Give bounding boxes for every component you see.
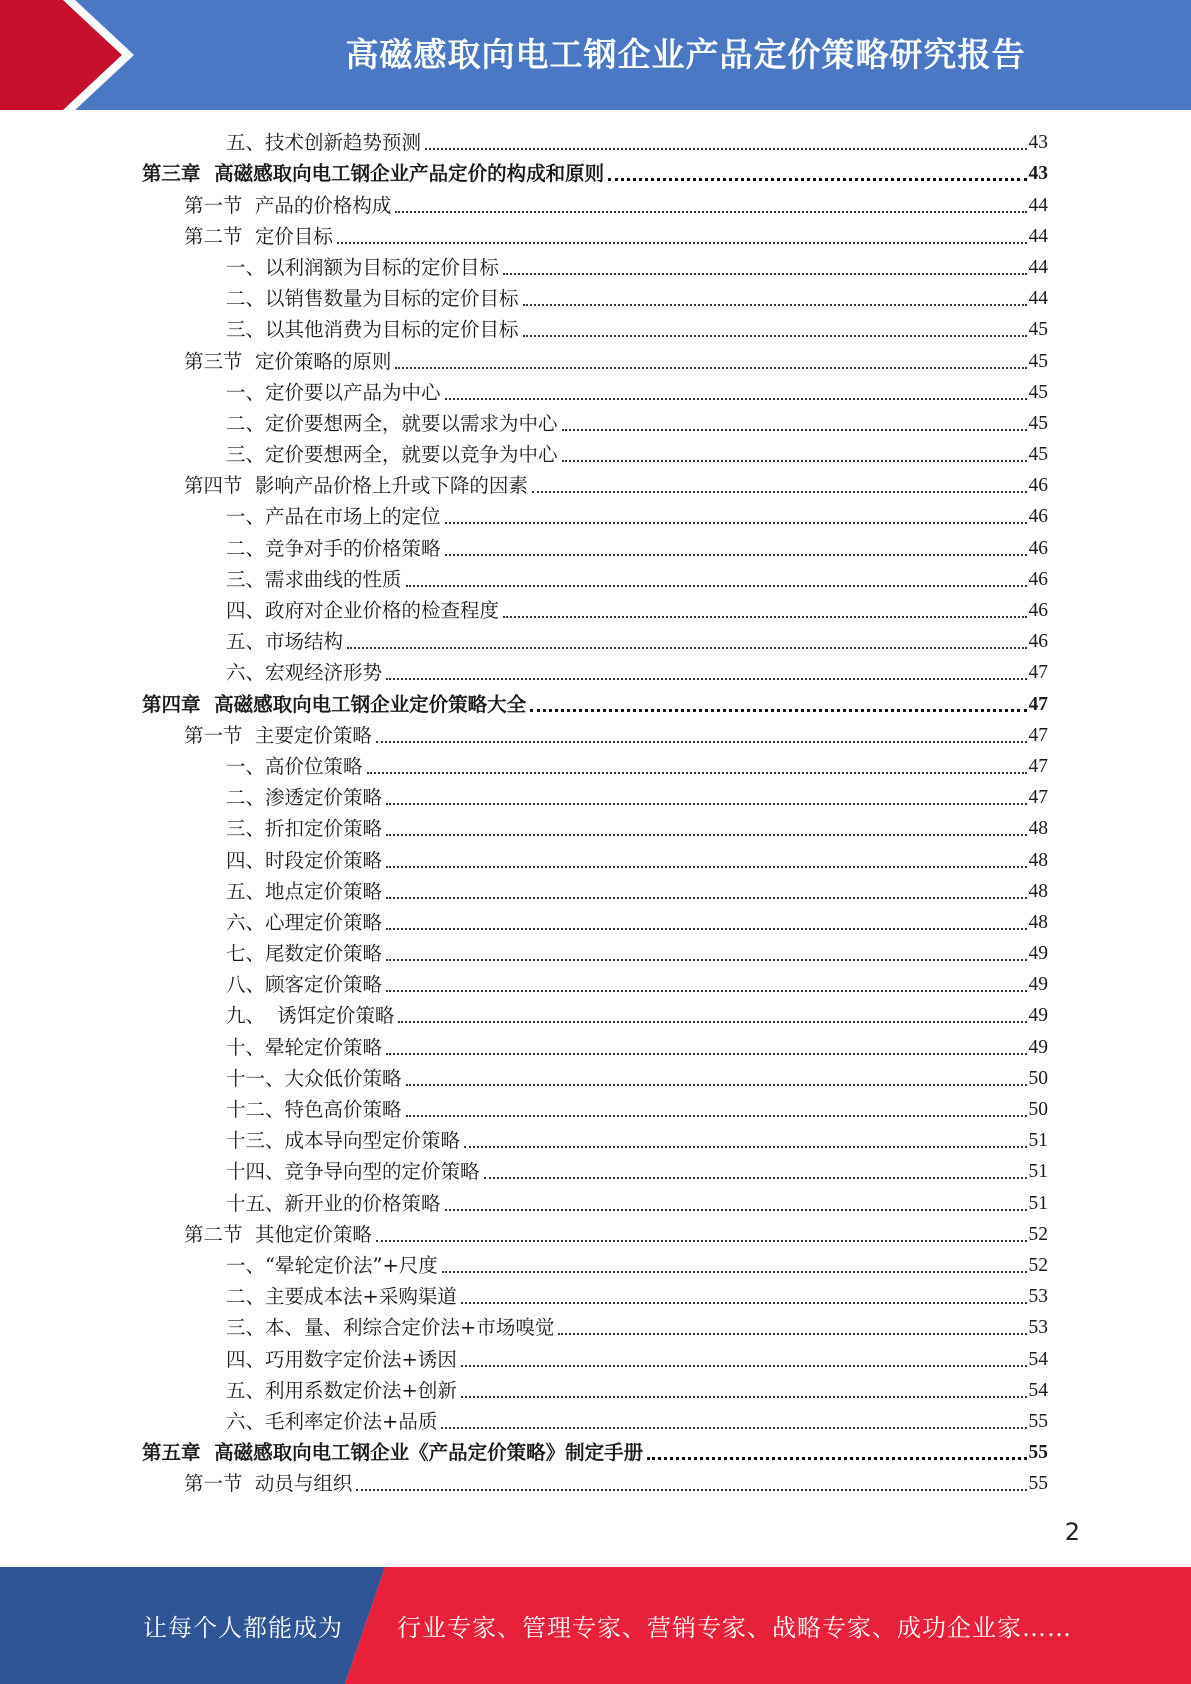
toc-entry-title: 四、时段定价策略 <box>226 848 383 872</box>
toc-item-entry[interactable] <box>142 1000 1048 1031</box>
toc-entry-title: 九、 诱饵定价策略 <box>226 1004 395 1028</box>
toc-section-entry[interactable] <box>142 1219 1048 1250</box>
toc-item-entry[interactable] <box>142 751 1048 782</box>
toc-dot-leader <box>398 1020 1026 1023</box>
toc-item-entry[interactable] <box>142 377 1048 408</box>
toc-page-number: 45 <box>1028 350 1048 372</box>
toc-page-number: 51 <box>1028 1192 1048 1214</box>
toc-page-number: 43 <box>1028 132 1048 154</box>
toc-item-entry[interactable] <box>142 1281 1048 1312</box>
toc-dot-leader <box>386 833 1026 836</box>
toc-entry-title: 五、地点定价策略 <box>226 879 383 903</box>
toc-chapter-entry[interactable] <box>142 1437 1048 1468</box>
toc-dot-leader <box>461 1395 1027 1398</box>
toc-item-entry[interactable] <box>142 1063 1048 1094</box>
toc-entry-title: 十四、竞争导向型的定价策略 <box>226 1160 480 1184</box>
toc-dot-leader <box>406 1083 1027 1086</box>
toc-item-entry[interactable] <box>142 782 1048 813</box>
toc-entry-title: 五、市场结构 <box>226 630 344 654</box>
toc-item-entry[interactable] <box>142 938 1048 969</box>
toc-page-number: 49 <box>1028 943 1048 965</box>
toc-entry-title: 三、定价要想两全，就要以竞争为中心 <box>226 443 558 467</box>
toc-entry-title: 八、顾客定价策略 <box>226 973 383 997</box>
toc-dot-leader <box>425 147 1026 150</box>
toc-dot-leader <box>367 771 1027 774</box>
toc-dot-leader <box>406 584 1027 587</box>
toc-page-number: 50 <box>1028 1099 1048 1120</box>
toc-entry-title: 六、宏观经济形势 <box>226 661 383 685</box>
toc-page-number: 45 <box>1028 444 1048 466</box>
toc-item-entry[interactable] <box>142 127 1048 158</box>
toc-page-number: 46 <box>1028 600 1048 621</box>
toc-dot-leader <box>523 303 1027 306</box>
toc-item-entry[interactable] <box>142 876 1048 907</box>
toc-page-number: 48 <box>1028 849 1048 871</box>
toc-dot-leader <box>376 740 1027 743</box>
toc-dot-leader <box>406 1114 1027 1117</box>
toc-entry-title: 十三、成本导向型定价策略 <box>226 1129 461 1153</box>
toc-dot-leader <box>347 646 1026 649</box>
toc-page-number: 55 <box>1028 1410 1048 1432</box>
toc-page-number: 48 <box>1028 818 1048 840</box>
toc-dot-leader <box>386 927 1026 930</box>
toc-entry-title: 二、主要成本法+采购渠道 <box>226 1285 457 1309</box>
toc-item-entry[interactable] <box>142 657 1048 688</box>
toc-page-number: 53 <box>1028 1317 1048 1339</box>
toc-page-number: 44 <box>1028 225 1048 247</box>
toc-page-number: 47 <box>1028 693 1048 715</box>
toc-entry-title: 一、定价要以产品为中心 <box>226 380 441 404</box>
toc-item-entry[interactable] <box>142 1031 1048 1062</box>
toc-dot-leader <box>386 958 1026 961</box>
toc-page-number: 47 <box>1028 724 1048 746</box>
toc-section-entry[interactable] <box>142 470 1048 501</box>
toc-dot-leader <box>386 1052 1026 1055</box>
toc-page-number: 46 <box>1028 537 1048 559</box>
toc-entry-title: 六、心理定价策略 <box>226 910 383 934</box>
toc-page-number: 45 <box>1028 381 1048 403</box>
toc-dot-leader <box>386 896 1026 899</box>
toc-dot-leader <box>562 428 1027 431</box>
toc-item-entry[interactable] <box>142 439 1048 470</box>
toc-dot-leader <box>395 366 1026 369</box>
toc-item-entry[interactable] <box>142 595 1048 626</box>
footer-slogan-right: 行业专家、管理专家、营销专家、战略专家、成功企业家…… <box>397 1614 1072 1642</box>
toc-item-entry[interactable] <box>142 907 1048 938</box>
report-title: 高磁感取向电工钢企业产品定价策略研究报告 <box>345 34 1026 74</box>
toc-entry-title: 第五章 高磁感取向电工钢企业《产品定价策略》制定手册 <box>142 1441 644 1465</box>
toc-dot-leader <box>647 1456 1026 1460</box>
toc-dot-leader <box>337 241 1027 244</box>
toc-page-number: 54 <box>1028 1379 1048 1401</box>
toc-dot-leader <box>532 490 1027 493</box>
toc-item-entry[interactable] <box>142 1187 1048 1218</box>
toc-page-number: 46 <box>1028 631 1048 653</box>
toc-item-entry[interactable] <box>142 1406 1048 1437</box>
page-number: 2 <box>1064 1518 1080 1546</box>
toc-item-entry[interactable] <box>142 1250 1048 1281</box>
toc-entry-title: 二、渗透定价策略 <box>226 786 383 810</box>
toc-entry-title: 一、以利润额为目标的定价目标 <box>226 255 500 279</box>
toc-entry-title: 第二节 定价目标 <box>184 224 333 248</box>
toc-dot-leader <box>445 553 1027 556</box>
toc-item-entry[interactable] <box>142 969 1048 1000</box>
toc-entry-title: 六、毛利率定价法+品质 <box>226 1409 438 1433</box>
toc-dot-leader <box>461 1301 1027 1304</box>
toc-page-number: 51 <box>1028 1130 1048 1152</box>
toc-chapter-entry[interactable] <box>142 158 1048 189</box>
toc-dot-leader <box>562 459 1027 462</box>
toc-item-entry[interactable] <box>142 1156 1048 1187</box>
toc-page-number: 49 <box>1028 974 1048 996</box>
toc-dot-leader <box>608 177 1026 181</box>
toc-entry-title: 十、晕轮定价策略 <box>226 1035 383 1059</box>
toc-dot-leader <box>395 210 1026 213</box>
toc-item-entry[interactable] <box>142 408 1048 439</box>
toc-page-number: 51 <box>1028 1161 1048 1183</box>
toc-dot-leader <box>461 1364 1027 1367</box>
toc-dot-leader <box>376 1239 1027 1242</box>
toc-entry-title: 三、需求曲线的性质 <box>226 567 402 591</box>
toc-page-number: 52 <box>1028 1254 1048 1276</box>
toc-page-number: 46 <box>1028 475 1048 497</box>
toc-entry-title: 第一节 产品的价格构成 <box>184 193 392 217</box>
toc-page-number: 47 <box>1028 787 1048 809</box>
toc-section-entry[interactable] <box>142 720 1048 751</box>
toc-entry-title: 二、定价要想两全，就要以需求为中心 <box>226 411 558 435</box>
toc-item-entry[interactable] <box>142 283 1048 314</box>
toc-section-entry[interactable] <box>142 345 1048 376</box>
footer-slogan-left: 让每个人都能成为 <box>143 1614 343 1642</box>
toc-page-number: 45 <box>1028 412 1048 434</box>
toc-entry-title: 三、以其他消费为目标的定价目标 <box>226 318 519 342</box>
toc-dot-leader <box>503 615 1026 618</box>
toc-dot-leader <box>464 1145 1026 1148</box>
toc-page-number: 44 <box>1028 194 1048 216</box>
toc-page-number: 49 <box>1028 1005 1048 1027</box>
toc-dot-leader <box>445 1208 1027 1211</box>
toc-section-entry[interactable] <box>142 189 1048 220</box>
toc-entry-title: 第四章 高磁感取向电工钢企业定价策略大全 <box>142 692 527 716</box>
toc-entry-title: 第一节 主要定价策略 <box>184 723 372 747</box>
toc-item-entry[interactable] <box>142 844 1048 875</box>
toc-page-number: 46 <box>1028 568 1048 590</box>
toc-entry-title: 一、“晕轮定价法”+尺度 <box>226 1253 438 1277</box>
toc-entry-title: 三、折扣定价策略 <box>226 817 383 841</box>
toc-page-number: 46 <box>1028 506 1048 528</box>
toc-entry-title: 第二节 其他定价策略 <box>184 1222 372 1246</box>
toc-entry-title: 五、技术创新趋势预测 <box>226 131 422 155</box>
toc-dot-leader <box>386 802 1026 805</box>
toc-page-number: 50 <box>1028 1067 1048 1089</box>
toc-dot-leader <box>445 397 1027 400</box>
toc-entry-title: 第一节 动员与组织 <box>184 1472 353 1496</box>
toc-page-number: 44 <box>1028 256 1048 278</box>
toc-page-number: 55 <box>1028 1442 1048 1464</box>
page-header <box>0 0 1191 110</box>
toc-entry-title: 四、政府对企业价格的检查程度 <box>226 599 500 622</box>
toc-item-entry[interactable] <box>142 813 1048 844</box>
toc-item-entry[interactable] <box>142 1125 1048 1156</box>
toc-entry-title: 四、巧用数字定价法+诱因 <box>226 1347 457 1371</box>
toc-entry-title: 第三节 定价策略的原则 <box>184 349 392 373</box>
toc-page-number: 48 <box>1028 911 1048 933</box>
toc-dot-leader <box>386 677 1026 680</box>
toc-chapter-entry[interactable] <box>142 688 1048 719</box>
toc-item-entry[interactable] <box>142 501 1048 532</box>
page-footer <box>0 1567 1191 1684</box>
toc-entry-title: 七、尾数定价策略 <box>226 942 383 966</box>
toc-item-entry[interactable] <box>142 314 1048 345</box>
toc-page-number: 47 <box>1028 755 1048 777</box>
table-of-contents <box>142 127 1048 1499</box>
chevron-arrow-icon <box>0 0 160 110</box>
toc-section-entry[interactable] <box>142 221 1048 252</box>
toc-entry-title: 五、利用系数定价法+创新 <box>226 1378 457 1402</box>
toc-page-number: 55 <box>1028 1473 1048 1495</box>
toc-dot-leader <box>386 989 1026 992</box>
toc-entry-title: 十二、特色高价策略 <box>226 1098 402 1121</box>
toc-page-number: 54 <box>1028 1348 1048 1370</box>
toc-entry-title: 三、本、量、利综合定价法+市场嗅觉 <box>226 1316 555 1340</box>
toc-dot-leader <box>386 865 1026 868</box>
toc-item-entry[interactable] <box>142 626 1048 657</box>
toc-item-entry[interactable] <box>142 252 1048 283</box>
toc-entry-title: 第三章 高磁感取向电工钢企业产品定价的构成和原则 <box>142 162 605 186</box>
toc-page-number: 45 <box>1028 319 1048 341</box>
toc-entry-title: 第四节 影响产品价格上升或下降的因素 <box>184 474 528 498</box>
toc-item-entry[interactable] <box>142 1375 1048 1406</box>
toc-item-entry[interactable] <box>142 564 1048 595</box>
toc-dot-leader <box>441 1426 1026 1429</box>
toc-section-entry[interactable] <box>142 1468 1048 1499</box>
toc-dot-leader <box>523 334 1027 337</box>
toc-page-number: 48 <box>1028 880 1048 902</box>
toc-entry-title: 十一、大众低价策略 <box>226 1066 402 1090</box>
toc-page-number: 49 <box>1028 1036 1048 1058</box>
toc-entry-title: 十五、新开业的价格策略 <box>226 1191 441 1215</box>
toc-dot-leader <box>445 521 1027 524</box>
toc-dot-leader <box>442 1270 1027 1273</box>
toc-entry-title: 二、以销售数量为目标的定价目标 <box>226 287 519 311</box>
toc-page-number: 52 <box>1028 1223 1048 1245</box>
toc-page-number: 44 <box>1028 288 1048 310</box>
toc-page-number: 43 <box>1028 163 1048 185</box>
toc-item-entry[interactable] <box>142 1312 1048 1343</box>
toc-dot-leader <box>503 272 1026 275</box>
toc-page-number: 47 <box>1028 662 1048 684</box>
toc-dot-leader <box>558 1332 1026 1335</box>
toc-page-number: 53 <box>1028 1286 1048 1308</box>
toc-dot-leader <box>356 1488 1026 1491</box>
toc-entry-title: 二、竞争对手的价格策略 <box>226 536 441 560</box>
toc-dot-leader <box>484 1176 1027 1179</box>
toc-dot-leader <box>530 708 1026 712</box>
toc-item-entry[interactable] <box>142 532 1048 563</box>
toc-item-entry[interactable] <box>142 1094 1048 1125</box>
toc-item-entry[interactable] <box>142 1343 1048 1374</box>
toc-entry-title: 一、产品在市场上的定位 <box>226 505 441 529</box>
toc-entry-title: 一、高价位策略 <box>226 754 363 778</box>
